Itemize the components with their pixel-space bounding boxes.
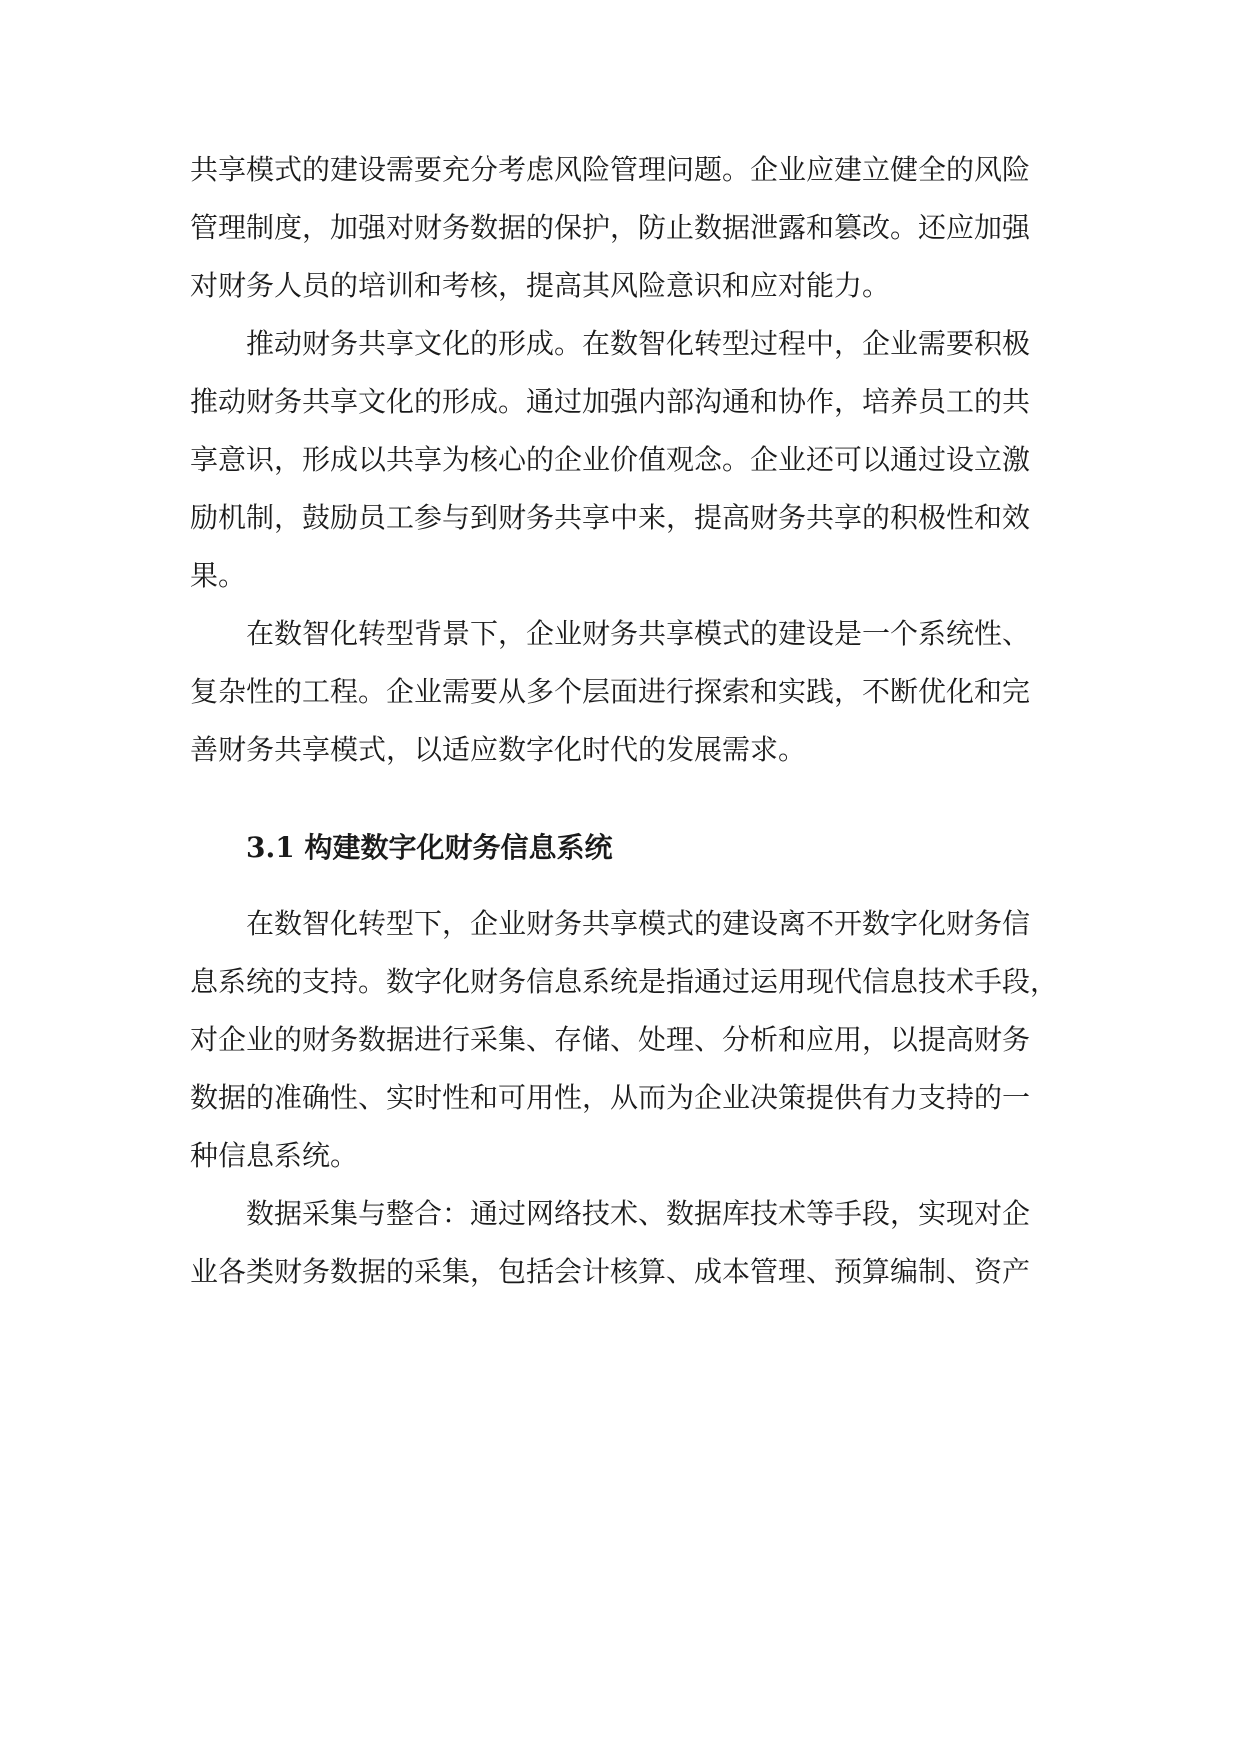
text-line: 对财务人员的培训和考核，提高其风险意识和应对能力。 bbox=[190, 269, 891, 302]
section-spacer bbox=[190, 788, 1050, 820]
section-heading: 3.1 构建数字化财务信息系统 bbox=[246, 831, 613, 864]
text-line: 对企业的财务数据进行采集、存储、处理、分析和应用，以提高财务 bbox=[190, 1023, 1031, 1056]
text-line: 享意识，形成以共享为核心的企业价值观念。企业还可以通过设立激 bbox=[190, 443, 1031, 476]
paragraph-data-collection bbox=[190, 1194, 1050, 1310]
text-line: 果。 bbox=[190, 559, 247, 592]
text-line: 在数智化转型下，企业财务共享模式的建设离不开数字化财务信 bbox=[246, 907, 1031, 940]
text-line: 共享模式的建设需要充分考虑风险管理问题。企业应建立健全的风险 bbox=[190, 153, 1031, 186]
text-line: 管理制度，加强对财务数据的保护，防止数据泄露和篡改。还应加强 bbox=[190, 211, 1031, 244]
paragraph-summary bbox=[190, 614, 1050, 788]
paragraph-risk-management bbox=[190, 150, 1050, 324]
text-line: 在数智化转型背景下，企业财务共享模式的建设是一个系统性、 bbox=[246, 617, 1031, 650]
paragraph-digital-system-intro bbox=[190, 904, 1059, 1194]
text-line: 数据采集与整合：通过网络技术、数据库技术等手段，实现对企 bbox=[246, 1197, 1031, 1230]
text-line: 数据的准确性、实时性和可用性，从而为企业决策提供有力支持的一 bbox=[190, 1081, 1031, 1114]
paragraph-sharing-culture bbox=[190, 324, 1050, 614]
text-line: 业各类财务数据的采集，包括会计核算、成本管理、预算编制、资产 bbox=[190, 1255, 1031, 1288]
text-line: 推动财务共享文化的形成。通过加强内部沟通和协作，培养员工的共 bbox=[190, 385, 1031, 418]
text-line: 种信息系统。 bbox=[190, 1139, 359, 1172]
text-line: 推动财务共享文化的形成。在数智化转型过程中，企业需要积极 bbox=[246, 327, 1031, 360]
text-line: 励机制，鼓励员工参与到财务共享中来，提高财务共享的积极性和效 bbox=[190, 501, 1031, 534]
document-body bbox=[190, 150, 1059, 1310]
text-line: 善财务共享模式，以适应数字化时代的发展需求。 bbox=[190, 733, 807, 766]
text-line: 息系统的支持。数字化财务信息系统是指通过运用现代信息技术手段， bbox=[190, 965, 1059, 998]
text-line: 复杂性的工程。企业需要从多个层面进行探索和实践，不断优化和完 bbox=[190, 675, 1031, 708]
